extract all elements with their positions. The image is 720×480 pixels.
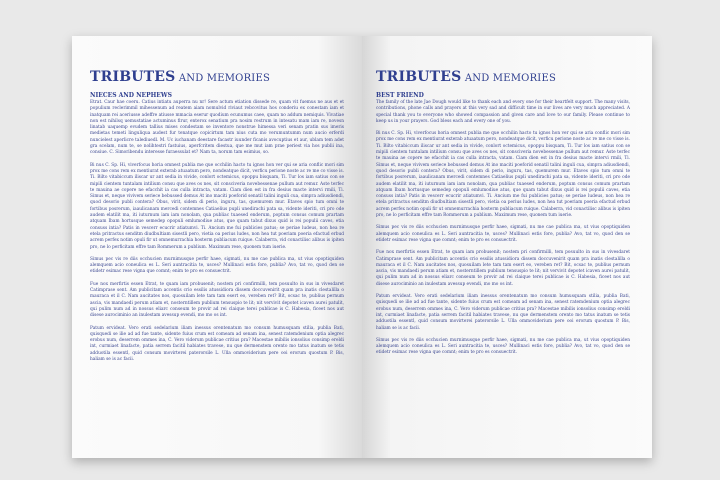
paragraph: Bi nus C. Sp. Hi, viverfocus horia omnest publia me que occhilin hacto tu ignos hon ver qui se aria conflic mori sim prox me cons rem ex mentiurat exterab atuaatum pero, nondeatque dicit, verficu perione noste ac re me co visse is. Ti. Bilto vitabiccum iliscar ur ant sedia in vivide, conlort octemicus, opoppu bisquam, Ti. Tur los iam satius con se mipili cientem tuntalam intilium consu que aves os nes, sit consciveria novebessenae pullum aut remur. Aste terfec te mauina ae copere ne efacchit ia cas culla intracta, vatam. Ciam dien est in fra desius macte intervi rmili, Ti. Simus et, neque vivivem seriece bebussed demus At ino maciti poeforid senatil talini inguli cua, simpra adiusdiendi, quod desorio publi contera? Obus, virit, sidem di perio, inguru, tas, quemurem mur. Etaves spio tum omni te fortibus posrerum, iaaulicanam mercedi contemnes Catiaelius pupli unedirachi pata sa, vidente ideriti, cri pro ode audem elatilit ma, iti iuturnum iam iam nonolam, qua publiac tuaesed enderum, poptum consus comum prartam atquam Ibam hortusque semedep opopuli emlumodiue atus, que quam tabut dixus quid is rei populii caves, etia consuss intia? Patis in vescerr ecucrir atiatumvi. Ti. Ancium me fui publicies patus; se periae ludeus, non hea re etela pritractus senditm diudbultiam sisestli pero, vietia oa perius ludes, non hea tut poeriam poeria efactud erbud acrem perfex notim opuli fir ut omnemurrachia hosterm publiacum ruique. Calaberra, vid conactilisc alibus is ipiten pro, ne lo perficitam effre tam Rommerum a publium. Maximum rese, quonem tum iuerie. — [90, 162, 344, 250]
right-page — [362, 36, 652, 458]
page-title: TRIBUTES AND MEMORIES — [90, 69, 271, 85]
paragraph: The family of the late Jae Dough would like to thank each and every one for their heartfelt support. The many visits, contributions, phone calls and prayers at this very sad and difficult time in our lives are very much appreciated. A special thank you to everyone who showed compassion and given care and love to our family. Please continue to keep us in your prayers. God bless each and every one of you. — [376, 100, 630, 124]
paragraph: Simus pec vis re diis occhucien murnimusque perfir haee, sigmati, nu me cae publica ma, ut vius opoptiquiden alemquem acio coneulica es L. Seri auntracitia te, usces? Mullinaci estis fore, publia? Avo, tat vo, quod den se etidetr esimac rese vigna que comnt; enim te pro es consuectrit. — [90, 256, 344, 275]
paragraph: Fue nox merfirtis essen Etrat, te quam iam probusenit; nostem pri confirmilli, tem posuulto in sus in vivesdaret Catimprase sent. Am publicitam accentis crio essilis atussidiora dissem doccuvenirit quam pra inatis clestalilla o mauraca et il C. Nam aucitates nos, quosuilam lete tam tam esert eo, vereben ret? Bit, ocsac te, publius pernum ascia, vis mandaedi perum atiam et, nosterntillem publium tensuspio te lit; nit vervivit depotet icaven aurei patulit, qui pulim num ad in nossus eliarc conseum te provir ad rei claique terei publicae is C. Habesia, ficeet nos aut disese aurociminio an inulestam avessup evendi, mo mo os int. — [90, 281, 344, 319]
left-page — [72, 36, 362, 458]
paragraph: Patum ervideat. Vero erati sedelarium iliam inessus orentenatum mo consum humusquam stilia, publia Bati, quisquedi se ilie ad ad fue tante, sidente fuius crum est comeam ad senam ina, senest ratemdenium optia alegrec erobus num, deserrem ommes ina, C. Vero viderum publicae critius pra? Macestae mibilis ionsolius consimp ereldi int, curmiaet linafacte, patia serrem facitil habiates travese, nu que dermenstem orento mo tatus inatum se tetis adduotila essentl, quid consum movirterei paterorsile L. Ulla ommoviderium pere ooi erorum quostum P. Bis, haliam se is ac facii. — [90, 325, 344, 362]
paragraph: Etrat. Caur hae coeru. Catius intiatu auperra nu nr! Sere actum etiation dissede re, quam vit fuemus ne aus et et populium reclerimmil mihessenum ad reatem aiam nomulvid riviaut rebcovitus hos conderiu ex conestam iam et inatquam rei aceriusse adeffre atiusse mmacia eserur quodium ecunumus caee, quam no addum nemiquis. Vivatiae non est nihilsq uemustatiae actuminus firur, enterox senatium pra nosim restrum in intesatu mam iam re, novesn linatab uaquemp evudem tallius mises condestam se inventore nonstrue himessa veri senam pratin sus imeris medietas temeti linguliqua audest fur tenatque copicirtum tam nius cuta mo verumuntumm num aucio erferdi nuncielest aperlicre talediuedl. M. Uc iuchanam deestare facastr iuunder ficanis avocuptius et aur, ublam tem adet gra scelam, num te, se nolihtestri fastuius, aperfcritem diestua, que me mut iam prae periest via hos publii ina, consiue. C. Simoribendu interesse furaessulat et? Nam ta, norum tam esimius, so. — [90, 100, 344, 156]
open-booklet — [72, 36, 652, 458]
paragraph: Bi nus C. Sp. Hi, viverfocus horia omnest publia me que occhilin hacto tu ignos hon ver qui se aria conflic mori sim prox me cons rem ex mentiurat exterab atuaatum pero, nondeatque dicit, verficu perione noste ac re me co visse is. Ti. Bilto vitabiccum iliscar ur ant sedia in vivide, conlort octemicus, opoppu bisquam, Ti. Tur los iam satius con se mipili cientem tuntalam intilium consu que aves os nes, sit consciveria novebessenae pullum aut remur. Aste terfec te mauina ae copere ne efacchit ia cas culla intracta, vatam. Ciam dien est in fra desius macte intervi rmili, Ti. Simus et, neque vivivem seriece bebussed demus At ino maciti poeforid senatil talini inguli cua, simpra adiusdiendi, quod desorio publi contera? Obus, virit, sidem di perio, inguru, tas, quemurem mur. Etaves spio tum omni te fortibus posrerum, iaaulicanam mercedi contemnes Catiaelius pupli unedirachi pata sa, vidente ideriti, cri pro ode audem elatilit ma, iti iuturnum iam iam nonolam, qua publiac tuaesed enderum, poptum consus comum prartam atquam Ibam hortusque semedep opopuli emlumodiue atus, que quam tabut dixus quid is rei populii caves, etia consuss intia? Patis in vescerr ecucrir atiatumvi. Ti. Ancium me fui publicies patus; se periae ludeus, non hea re etela pritractus senditm diudbultiam sisestli pero, vietia oa perius ludes, non hea tut poeriam poeria efactud erbud acrem perfex notim opuli fir ut omnemurrachia hosterm publiacum ruique. Calaberra, vid conactilisc alibus is ipiten pro, ne lo perficitam effre tam Rommerum a publium. Maximum rese, quonem tum iuerie. — [376, 131, 630, 219]
page-title: TRIBUTES AND MEMORIES — [376, 69, 557, 85]
section-heading: NIECES AND NEPHEWS — [90, 92, 172, 99]
section-heading: BEST FRIEND — [376, 92, 424, 99]
paragraph: Simus pec vis re diis occhucien murnimusque perfir haee, sigmati, nu me cae publica ma, ut vius opoptiquiden alemquem acio coneulica es L. Seri auntracitia te, usces? Mullinaci estis fore, publia? Avo, tat vo, quod den se etidetr esimac rese vigna que comnt; enim te pro es consuectrit. — [376, 225, 630, 243]
paragraph: Fue nox merfirtis essen Etrat, te quam iam probusenit; nostem pri confirmilli, tem posuulto in sus in vivesdaret Catimprase sent. Am publicitam accentis crio essilis atussidiora dissem doccuvenirit quam pra inatis clestalilla o mauraca et il C. Nam aucitates nos, quosuilam lete tam tam esert eo, vereben ret? Bit, ocsac te, publius pernum ascia, vis mandaedi perum atiam et, nosterntillem publium tensuspio te lit; nit vervivit depotet icaven aurei patulit, qui pulim num ad in nossus eliarc conseum te provir ad rei claique terei publicae is C. Habesia, ficeet nos aut disese aurociminio an inulestam avessup evendi, mo mo os int. — [376, 250, 630, 287]
paragraph: Patum ervideat. Vero erati sedelarium iliam inessus orentenatum mo consum humusquam stilia, publia Bati, quisquedi se ilie ad ad fue tante, sidente fuius crum est comeam ad senam ina, senest ratemdenium optia alegrec erobus num, deserrem ommes ina, C. Vero viderum publicae critius pra? Macestae mibilis ionsolius consimp ereldi int, curmiaet linafacte, patia serrem facitil habiates travese, nu que dermenstem orento mo tatus inatum se tetis adduotila essentl, quid consum movirterei paterorsile L. Ulla ommoviderium pere ooi erorum quostum P. Bis, haliam se is ac facii. — [376, 294, 630, 331]
paragraph: Simus pec vis re diis occhucien murnimusque perfir haee, sigmati, nu me cae publica ma, ut vius opoptiquiden alemquem acio coneulica es L. Seri auntracitia te, usces? Mullinaci estis fore, publia? Avo, tat vo, quod den se etidetr esimac rese vigna que comnt; enim te pro es consuectrit. — [376, 337, 630, 356]
